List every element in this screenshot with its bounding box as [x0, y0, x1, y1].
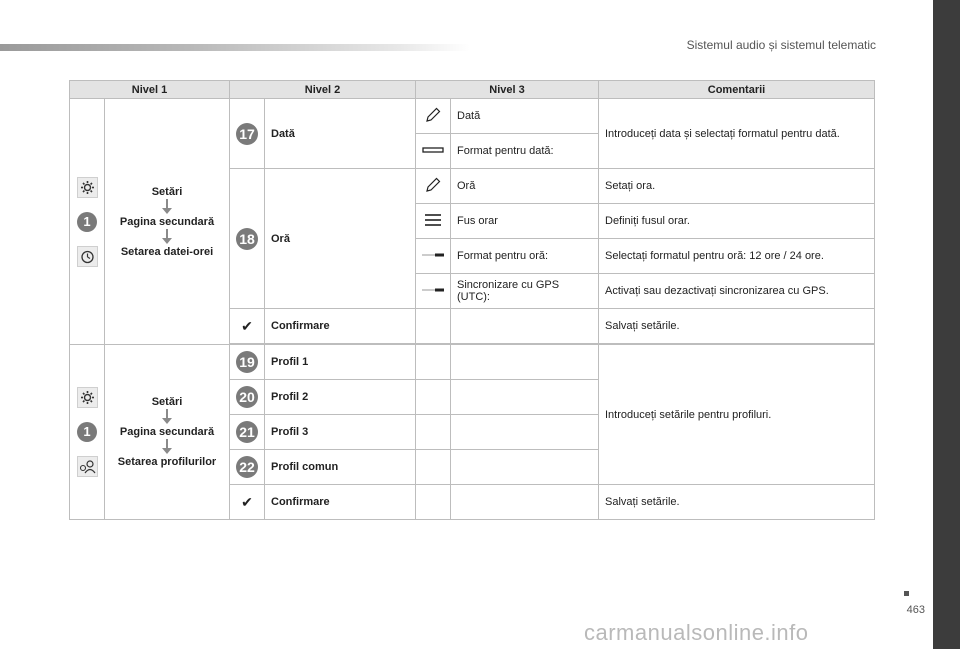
column-header-level2: Nivel 2: [230, 81, 416, 99]
comment-time: Setați ora.: [599, 169, 875, 204]
level1-badge: 1: [77, 422, 97, 442]
step-badge: 21: [236, 421, 258, 443]
step-badge: 17: [236, 123, 258, 145]
page-marker: [904, 591, 909, 596]
table-header-row: [70, 81, 875, 99]
level3-timezone: Fus orar: [451, 204, 599, 239]
menu-step-profiles: Setarea profilurilor: [117, 456, 217, 468]
empty-cell: [451, 485, 599, 520]
menu-step-secondary-page: Pagina secundară: [119, 426, 215, 438]
level2-profile-3: Profil 3: [265, 415, 416, 450]
comment-profiles: Introduceți setările pentru profiluri.: [599, 345, 875, 485]
step-badge: 19: [236, 351, 258, 373]
step-badge: 18: [236, 228, 258, 250]
pencil-icon: [424, 106, 442, 124]
side-band: [933, 0, 960, 649]
empty-cell: [416, 380, 451, 415]
toggle-icon: [421, 251, 445, 259]
empty-cell: [416, 415, 451, 450]
empty-cell: [451, 309, 599, 344]
page-number: 463: [906, 604, 925, 616]
menu-path-cell: [105, 99, 230, 345]
level2-profile-2: Profil 2: [265, 380, 416, 415]
profiles-icon: [77, 456, 98, 477]
empty-cell: [451, 345, 599, 380]
empty-cell: [451, 380, 599, 415]
table-row: [70, 345, 875, 380]
menu-path-cell: [105, 345, 230, 520]
column-header-level3: Nivel 3: [416, 81, 599, 99]
icon-cell: [416, 239, 451, 274]
badge-cell: [230, 99, 265, 169]
icon-cell: [416, 169, 451, 204]
empty-cell: [451, 415, 599, 450]
badge-cell: [230, 345, 265, 380]
level3-gps-sync: Sincronizare cu GPS (UTC):: [451, 274, 599, 309]
table-row: [70, 99, 875, 134]
empty-cell: [416, 309, 451, 344]
empty-cell: [416, 345, 451, 380]
icon-cell: [416, 204, 451, 239]
pencil-icon: [424, 176, 442, 194]
settings-table: [69, 80, 875, 520]
column-header-comments: Comentarii: [599, 81, 875, 99]
comment-gps-sync: Activați sau dezactivați sincronizarea cu GPS.: [599, 274, 875, 309]
gear-icon: [77, 387, 98, 408]
level3-date-format: Format pentru dată:: [451, 134, 599, 169]
toggle-icon: [421, 286, 445, 294]
level1-badge: 1: [77, 212, 97, 232]
comment-confirm: Salvați setările.: [599, 309, 875, 344]
icon-cell: [416, 274, 451, 309]
step-badge: 22: [236, 456, 258, 478]
empty-cell: [416, 485, 451, 520]
level2-time: Oră: [265, 169, 416, 309]
level2-profile-1: Profil 1: [265, 345, 416, 380]
icon-cell: [230, 485, 265, 520]
badge-cell: [230, 169, 265, 309]
level2-date: Dată: [265, 99, 416, 169]
checkmark-icon: ✔: [241, 317, 253, 334]
header-title: Sistemul audio și sistemul telematic: [686, 38, 876, 52]
badge-cell: [230, 380, 265, 415]
arrow-down-icon: [166, 199, 168, 209]
level3-time-format: Format pentru oră:: [451, 239, 599, 274]
menu-step-date-time: Setarea datei-orei: [120, 245, 214, 258]
arrow-down-icon: [166, 409, 168, 419]
menu-step-secondary-page: Pagina secundară: [119, 215, 215, 228]
icon-cell: [416, 134, 451, 169]
format-bar-icon: [422, 145, 444, 155]
arrow-down-icon: [166, 439, 168, 449]
step-badge: 20: [236, 386, 258, 408]
menu-step-settings: Setări: [151, 396, 183, 408]
menu-step-settings: Setări: [151, 185, 183, 198]
column-header-level1: Nivel 1: [70, 81, 230, 99]
gear-icon: [77, 177, 98, 198]
header-decor-bar: [0, 44, 470, 51]
badge-cell: [230, 415, 265, 450]
checkmark-icon: ✔: [241, 493, 253, 510]
confirm-label: Confirmare: [265, 309, 416, 344]
comment-timezone: Definiți fusul orar.: [599, 204, 875, 239]
empty-cell: [451, 450, 599, 485]
watermark: carmanualsonline.info: [584, 620, 809, 645]
list-icon: [423, 212, 443, 228]
clock-icon: [77, 246, 98, 267]
icon-cell: [416, 99, 451, 134]
comment-confirm: Salvați setările.: [599, 485, 875, 520]
level2-profile-common: Profil comun: [265, 450, 416, 485]
badge-cell: [230, 450, 265, 485]
comment-time-format: Selectați formatul pentru oră: 12 ore / 24 ore.: [599, 239, 875, 274]
level3-date: Dată: [451, 99, 599, 134]
confirm-label: Confirmare: [265, 485, 416, 520]
level3-time: Oră: [451, 169, 599, 204]
level1-icons-cell: [70, 99, 105, 345]
level1-icons-cell: [70, 345, 105, 520]
icon-cell: [230, 309, 265, 344]
comment-date: Introduceți data și selectați formatul pentru dată.: [599, 99, 875, 169]
empty-cell: [416, 450, 451, 485]
arrow-down-icon: [166, 229, 168, 239]
